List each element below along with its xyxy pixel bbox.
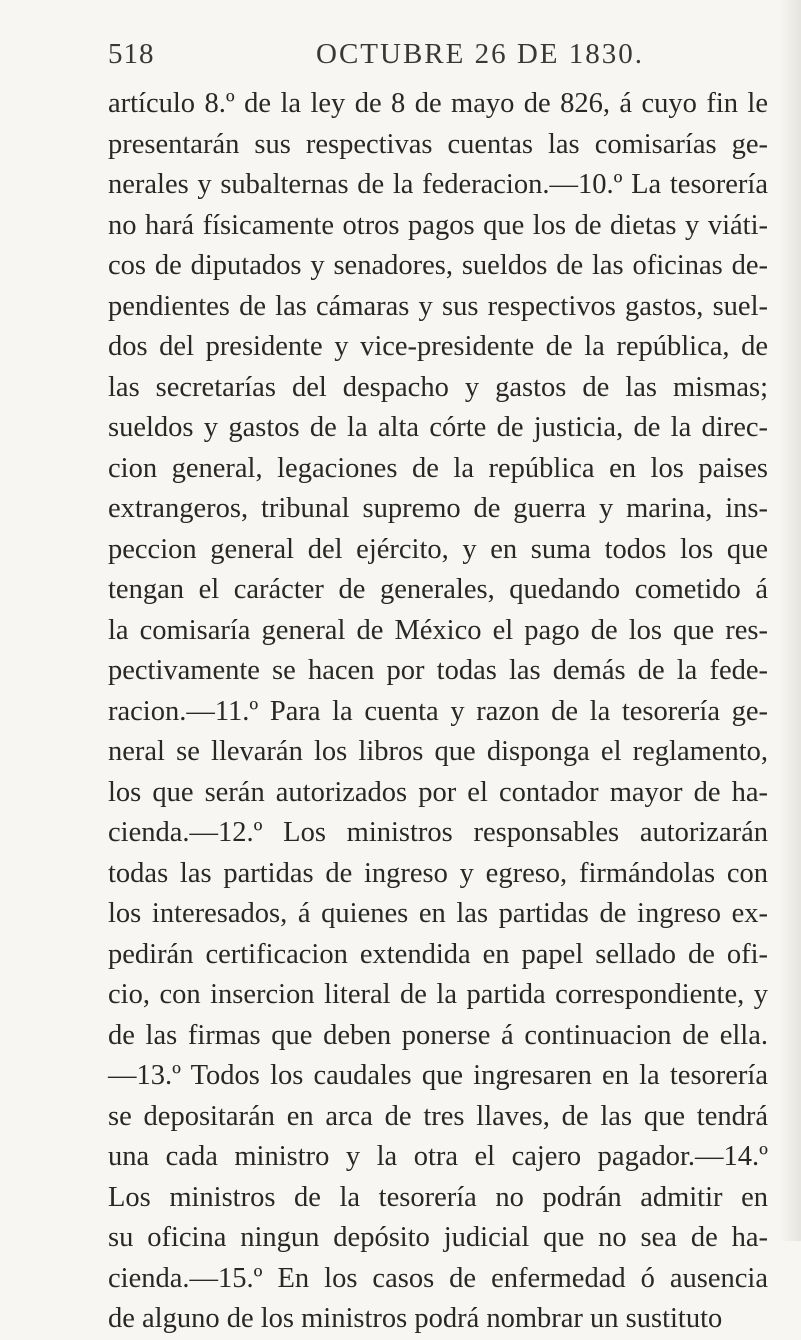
text-line: los interesados, á quienes en las partidas de ingreso ex- xyxy=(108,898,768,929)
page-number: 518 xyxy=(108,38,155,70)
text-line: la comisaría general de México el pago de los que res- xyxy=(108,614,768,646)
running-head-title: OCTUBRE 26 DE 1830. xyxy=(316,38,644,70)
text-line: su oficina ningun depósito judicial que no sea de ha- xyxy=(108,1222,768,1253)
text-line: tengan el carácter de generales, quedando cometido á xyxy=(108,574,768,605)
text-line: nerales y subalternas de la federacion.—10.º La tesorería xyxy=(108,169,768,200)
text-line: no hará físicamente otros pagos que los de dietas y viáti- xyxy=(108,209,768,241)
text-line: de alguno de los ministros podrá nombrar un sustituto xyxy=(108,1303,723,1334)
text-line: sueldos y gastos de la alta córte de justicia, de la direc- xyxy=(108,412,768,443)
text-line: cienda.—15.º En los casos de enfermedad ó ausencia xyxy=(108,1262,768,1294)
text-line: pendientes de las cámaras y sus respectivos gastos, suel- xyxy=(108,290,768,322)
text-line: —13.º Todos los caudales que ingresaren en la tesorería xyxy=(108,1060,768,1091)
text-line: pectivamente se hacen por todas las demás de la fede- xyxy=(108,655,768,686)
text-line: cion general, legaciones de la república en los paises xyxy=(108,452,768,484)
text-line: los que serán autorizados por el contador mayor de ha- xyxy=(108,776,768,808)
text-line: cienda.—12.º Los ministros responsables autorizarán xyxy=(108,817,768,848)
text-line: las secretarías del despacho y gastos de las mismas; xyxy=(108,371,768,403)
text-line: cio, con insercion literal de la partida correspondiente, y xyxy=(108,979,768,1010)
running-head xyxy=(108,38,668,78)
text-line: de las firmas que deben ponerse á continuacion de ella. xyxy=(108,1019,768,1051)
text-line: cos de diputados y senadores, sueldos de las oficinas de- xyxy=(108,250,768,281)
text-line: racion.—11.º Para la cuenta y razon de la tesorería ge- xyxy=(108,695,768,727)
text-line: dos del presidente y vice-presidente de la república, de xyxy=(108,331,768,362)
text-line: peccion general del ejército, y en suma todos los que xyxy=(108,533,768,565)
body-text xyxy=(108,84,768,1340)
text-line: se depositarán en arca de tres llaves, de las que tendrá xyxy=(108,1100,768,1132)
text-line: pedirán certificacion extendida en papel sellado de ofi- xyxy=(108,938,768,970)
text-line: Los ministros de la tesorería no podrán admitir en xyxy=(108,1181,768,1213)
text-line: extrangeros, tribunal supremo de guerra y marina, ins- xyxy=(108,493,768,524)
page-edge-shadow xyxy=(779,0,801,1241)
text-line: artículo 8.º de la ley de 8 de mayo de 826, á cuyo fin le xyxy=(108,88,768,119)
text-line: todas las partidas de ingreso y egreso, firmándolas con xyxy=(108,857,768,889)
text-line: una cada ministro y la otra el cajero pagador.—14.º xyxy=(108,1141,768,1172)
text-line: neral se llevarán los libros que disponga el reglamento, xyxy=(108,736,768,767)
text-line: presentarán sus respectivas cuentas las comisarías ge- xyxy=(108,128,768,160)
